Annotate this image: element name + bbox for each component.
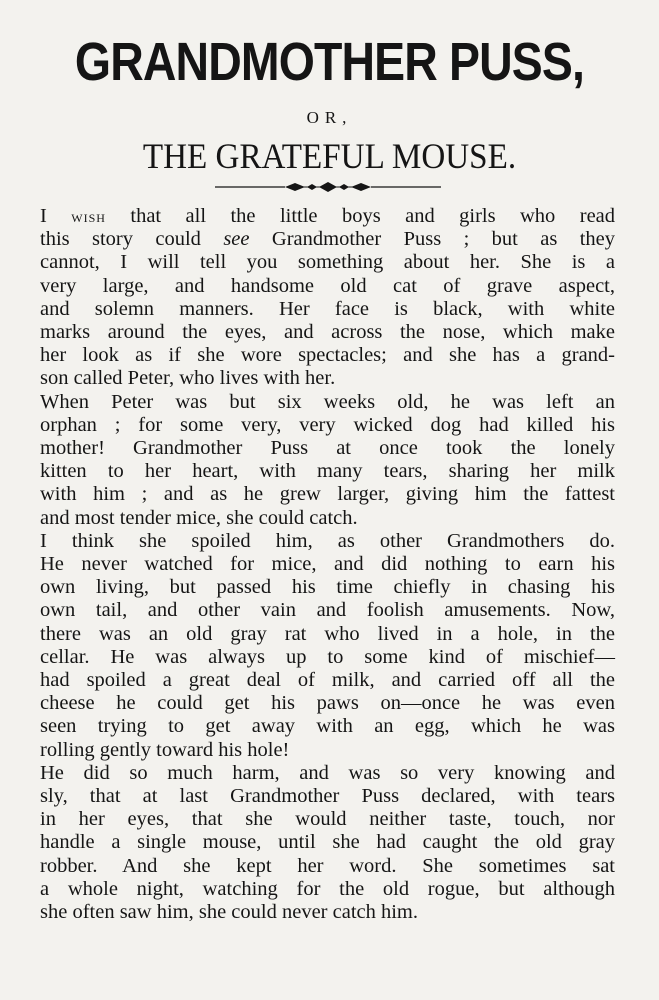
text-line: seen trying to get away with an egg, which he was [40,715,615,738]
first-word: I [40,205,47,227]
text-line [40,205,615,228]
small-caps-word: wish [71,207,106,226]
text-segment: that all the little boys and girls who read [130,205,616,227]
text-line: cheese he could get his paws on—once he was even [40,692,615,715]
text-line: He did so much harm, and was so very knowing and [40,761,615,784]
title-conjunction: OR, [306,108,353,127]
text-line: own living, but passed his time chiefly in chasing his [40,576,615,599]
text-line: He never watched for mice, and did nothing to earn his [40,553,615,576]
text-line: cannot, I will tell you something about her. She is a [40,251,615,274]
text-line: When Peter was but six weeks old, he was left an [40,390,615,413]
text-line: own tail, and other vain and foolish amusements. Now, [40,599,615,622]
text-line: and most tender mice, she could catch. [40,506,358,529]
text-line: with him ; and as he grew larger, giving him the fattest [40,483,615,506]
text-line: and solemn manners. Her face is black, with white [40,297,615,320]
text-line: mother! Grandmother Puss at once took the lonely [40,437,615,460]
text-line: in her eyes, that she would neither taste, touch, nor [40,808,615,831]
text-segment: Grandmother Puss ; but as they [271,228,615,251]
text-line: her look as if she wore spectacles; and she has a grand- [40,344,615,367]
text-line: rolling gently toward his hole! [40,738,290,761]
text-line: cellar. He was always up to some kind of mischief— [40,645,615,668]
text-line: kitten to her heart, with many tears, sharing her milk [40,460,615,483]
page-title: GRANDMOTHER PUSS, [74,32,585,92]
text-line: there was an old gray rat who lived in a hole, in the [40,622,615,645]
text-line: she often saw him, she could never catch him. [40,901,418,924]
text-line [40,228,615,251]
text-line: robber. And she kept her word. She sometimes sat [40,854,615,877]
story-text [40,205,615,924]
text-line: I think she spoiled him, as other Grandmothers do. [40,529,615,552]
text-line: a whole night, watching for the old rogue, but although [40,877,615,900]
text-segment: this story could [40,228,201,251]
text-line: very large, and handsome old cat of grave aspect, [40,274,615,297]
text-line: son called Peter, who lives with her. [40,367,336,390]
text-line: handle a single mouse, until she had caught the old gray [40,831,615,854]
ornament-divider-icon [215,180,441,194]
text-line: sly, that at last Grandmother Puss declared, with tears [40,785,615,808]
text-line: had spoiled a great deal of milk, and carried off all the [40,669,615,692]
text-line: orphan ; for some very, very wicked dog had killed his [40,413,615,436]
page-subtitle: THE GRATEFUL MOUSE. [142,136,517,176]
text-line: marks around the eyes, and across the nose, which make [40,321,615,344]
emphasis-word: see [223,228,250,251]
